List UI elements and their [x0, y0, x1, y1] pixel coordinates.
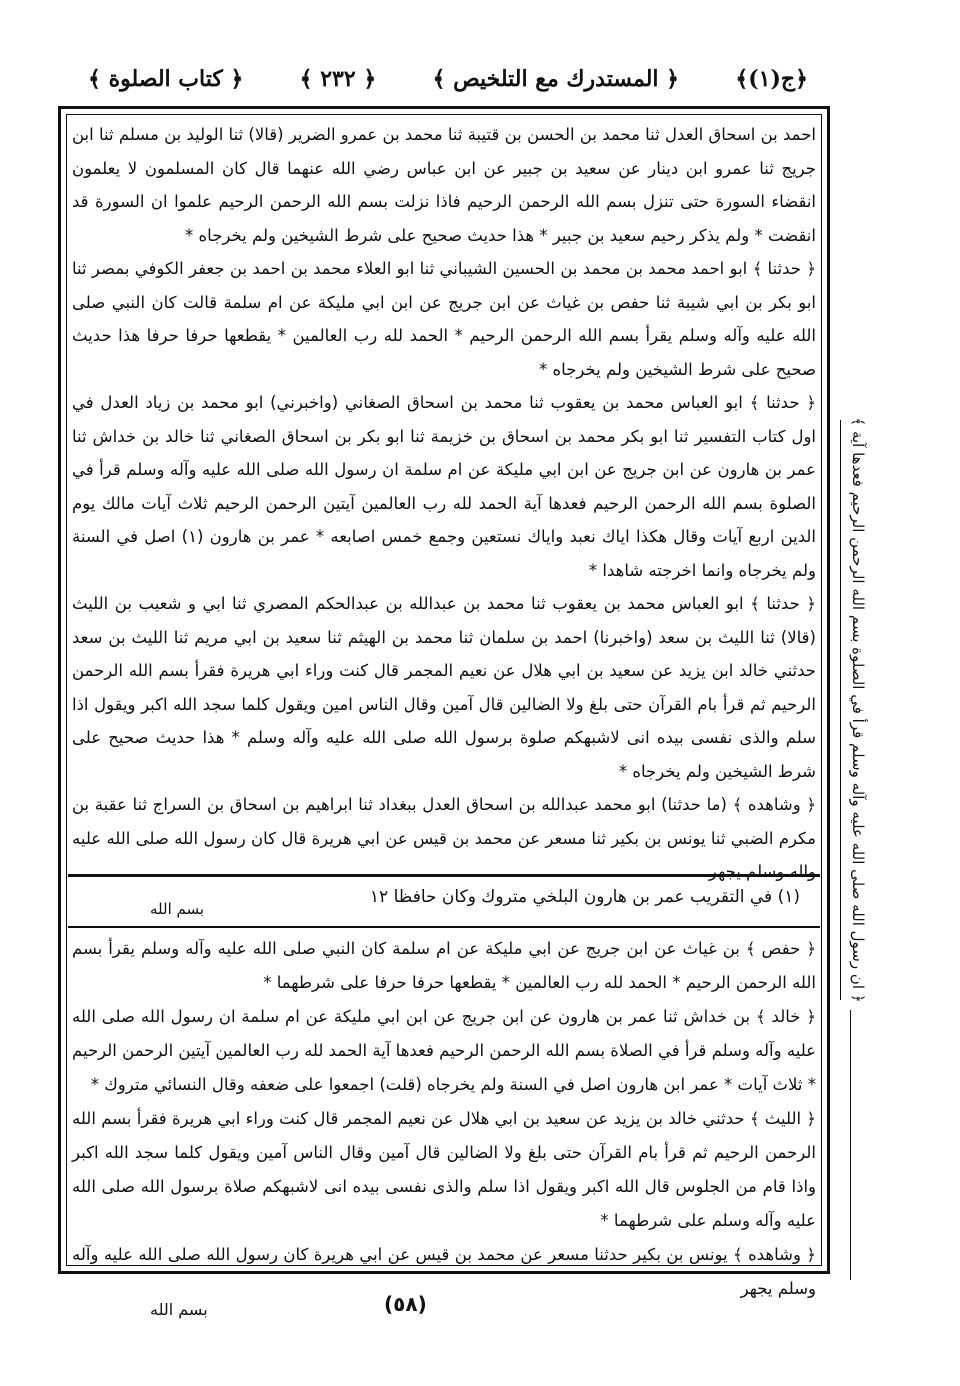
main-paragraph: ﴿ حدثنا ﴾ ابو العباس محمد بن يعقوب ثنا محمد بن عبدالله بن عبدالحكم المصري ثنا ابي و شعيب بن الليث (قالا) ثنا الليث بن سعد (واخبرنا) احمد بن سلمان ثنا محمد بن الهيثم ثنا سعيد بن ابي مريم ثنا الليث بن سعد حدثني خالد ابن يزيد عن سعيد بن ابي هلال عن نعيم المجمر قال كنت وراء ابي هريرة فقرأ بسم الله الرحمن الرحيم ثم قرأ بام القرآن حتى بلغ ولا الضالين قال آمين وقال الناس امين ويقول كلما سجد الله اكبر ويقول اذا سلم والذى نفسى بيده انى لاشبهكم صلوة برسول الله صلى الله عليه وآله وسلم * هذا حديث صحيح على شرط الشيخين ولم يخرجاه *	[72, 594, 816, 781]
main-paragraph: ﴿ حدثنا ﴾ ابو العباس محمد بن يعقوب ثنا محمد بن اسحاق الصغاني (واخبرني) ابو محمد بن زياد العدل في اول كتاب التفسير ثنا ابو بكر محمد بن اسحاق بن خزيمة ثنا ابو بكر بن اسحاق الصغاني ثنا خالد بن خداش ثنا عمر بن هارون عن ابن جريج عن ابن ابي مليكة عن ام سلمة ان رسول الله صلى الله عليه وآله وسلم قرأ في الصلوة بسم الله الرحمن الرحيم فعدها آية الحمد لله رب العالمين آيتين الرحمن الرحيم ثلاث آيات مالك يوم الدين اربع آيات وقال هكذا اياك نعبد واياك نستعين وجمع خمس اصابعه * عمر بن هارون (١) اصل في السنة ولم يخرجاه وانما اخرجته شاهدا *	[72, 393, 816, 580]
footnote-divider	[68, 874, 820, 877]
main-paragraph: ﴿ حدثنا ﴾ ابو احمد محمد بن محمد بن الحسين الشيباني ثنا ابو العلاء محمد بن احمد بن جعفر الكوفي بمصر ثنا ابو بكر بن ابي شيبة ثنا حفص بن غياث عن ابن جريج عن ابن ابي مليكة عن ام سلمة قالت كان النبي صلى الله عليه وآله وسلم يقرأ بسم الله الرحمن الرحيم * الحمد لله رب العالمين * يقطعها حرفا حرفا هذا حديث صحيح على شرط الشيخين ولم يخرجاه *	[72, 259, 816, 379]
talkhis-paragraph: ﴿ الليث ﴾ حدثني خالد بن يزيد عن سعيد بن ابي هلال عن نعيم المجمر قال كنت وراء ابي هريرة فقرأ بسم الله الرحمن الرحيم ثم قرأ بام القرآن حتى بلغ ولا الضالين قال آمين وقال الناس آمين ويقول كلما سجد الله اكبر واذا قام من الجلوس قال الله اكبر ويقول اذا سلم والذى نفسى بيده انى لاشبهكم صلاة برسول الله صلى الله عليه وآله وسلم على شرطهما *	[72, 1109, 816, 1230]
footer-page-number: (٥٨)	[384, 1292, 427, 1316]
margin-rule	[850, 1010, 851, 1280]
main-text	[72, 118, 816, 889]
footnote: (١) في التقريب عمر بن هارون البلخي متروك وكان حافظا ١٢	[369, 887, 800, 907]
talkhis-paragraph: ﴿ وشاهده ﴾ يونس بن بكير حدثنا مسعر عن محمد بن قيس عن ابي هريرة كان رسول الله صلى الله عليه وآله وسلم يجهر	[72, 1245, 816, 1298]
talkhis-paragraph: ﴿ حفص ﴾ بن غياث عن ابن جريج عن ابي مليكة عن ام سلمة كان النبي صلى الله عليه وآله وسلم يقرأ بسم الله الرحمن الرحيم * الحمد لله رب العالمين * يقطعها حرفا حرفا على شرطهما *	[72, 939, 816, 992]
margin-note	[840, 417, 875, 1003]
talkhis-text	[72, 932, 816, 1306]
page-number: ﴿ ٢٣٢ ﴾	[299, 66, 377, 92]
main-paragraph: ﴿ وشاهده ﴾ (ما حدثنا) ابو محمد عبدالله بن اسحاق العدل ببغداد ثنا ابراهيم بن اسحاق بن السراج ثنا عقبة بن مكرم الضبي ثنا يونس بن بكير ثنا مسعر عن محمد بن قيس عن ابي هريرة قال كان رسول الله صلى الله عليه واله وسلم يجهر	[72, 795, 816, 881]
footer-basmala: بسم الله	[150, 1300, 208, 1319]
volume-label: ﴿ج(١)﴾	[735, 66, 808, 92]
page-header	[88, 56, 808, 102]
footnote-basmala: بسم الله	[150, 900, 205, 918]
main-paragraph: احمد بن اسحاق العدل ثنا محمد بن الحسن بن قتيبة ثنا محمد بن عمرو الضرير (قالا) ثنا الوليد بن مسلم ثنا ابن جريج ثنا عمرو ابن دينار عن سعيد بن جبير عن ابن عباس رضي الله عنهما قال كان المسلمون لا يعلمون انقضاء السورة حتى تنزل بسم الله الرحمن الرحيم فاذا نزلت بسم الله الرحمن الرحيم علموا ان السورة قد انقضت * ولم يذكر رحيم سعيد بن جبير * هذا حديث صحيح على شرط الشيخين ولم يخرجاه *	[72, 125, 816, 245]
talkhis-divider	[68, 926, 820, 928]
talkhis-paragraph: ﴿ خالد ﴾ بن خداش ثنا عمر بن هارون عن ابن جريج عن ابن ابي مليكة عن ام سلمة ان رسول الله صلى الله عليه وآله وسلم قرأ في الصلاة بسم الله الرحمن الرحيم فعدها آية الحمد لله رب العالمين آيتين الرحمن الرحيم * ثلاث آيات * عمر ابن هارون اصل في السنة ولم يخرجاه (قلت) اجمعوا على ضعفه وقال النسائي متروك *	[72, 1007, 816, 1094]
book-title: ﴿ المستدرك مع التلخيص ﴾	[432, 66, 680, 92]
chapter-title: ﴿ كتاب الصلوة ﴾	[88, 66, 244, 92]
margin-note-text: ﴿ ان رسول الله صلى الله عليه وآله وسلم قرأ في الصلوة بسم الله الرحمن الرحيم فعدها آية ﴾	[849, 417, 867, 1003]
